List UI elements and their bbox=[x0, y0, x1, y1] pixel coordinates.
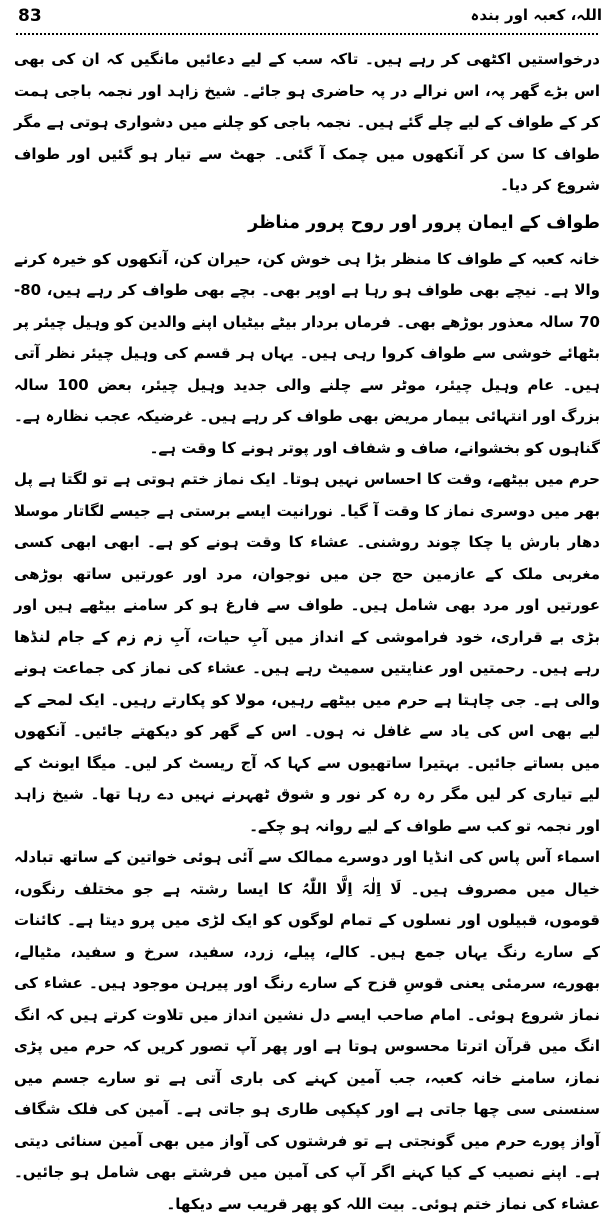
page-header bbox=[10, 4, 604, 34]
section-heading: طواف کے ایمان پرور اور روح پرور مناظر bbox=[248, 212, 600, 233]
paragraph-intro: درخواستیں اکٹھی کر رہے ہیں۔ تاکہ سب کے لیے دعائیں مانگیں کہ ان کی بھی اس بڑے گھر پہ، اس نرالے در پہ حاضری ہو جائے۔ شیخ زاہد اور نجمہ باجی ہمت کر کے طواف کے لیے چلے گئے ہیں۔ نجمہ باجی کو چلنے میں دشواری ہوتی ہے مگر طواف کا سن کر آنکھوں میں چمک آ گئی۔ جھٹ سے تیار ہو گئیں اور طواف شروع کر دیا۔ bbox=[14, 50, 600, 194]
paragraph-haram-time: حرم میں بیٹھے، وقت کا احساس نہیں ہوتا۔ ایک نماز ختم ہوتی ہے تو لگتا ہے پل بھر میں دوسری نماز کا وقت آ گیا۔ نورانیت ایسے برستی ہے جیسے لگاتار موسلا دھار بارش یا چکا چوند روشنی۔ عشاء کا وقت ہونے کو ہے۔ ابھی ابھی کسی مغربی ملک کے عازمین حج جن میں نوجوان، مرد اور عورتیں ساتھ بوڑھی عورتیں اور مرد بھی شامل ہیں۔ طواف سے فارغ ہو کر سامنے بیٹھے ہیں اور بڑی بے قراری، خود فراموشی کے انداز میں آبِ حیات، آبِ زم زم کے جام لنڈھا رہے ہیں۔ رحمتیں اور عنایتیں سمیٹ رہے ہیں۔ عشاء کی نماز کی جماعت ہونے والی ہے۔ جی چاہتا ہے حرم میں بیٹھے رہیں، مولا کو پکارتے رہیں۔ ایک لمحے کے لیے بھی اس کی یاد سے غافل نہ ہوں۔ اس کے گھر کو دیکھتے جائیں۔ آنکھوں میں بساتے جائیں۔ بہتیرا ساتھیوں سے کہا کہ آج ریسٹ کر لیں۔ میگا ایونٹ کے لیے تیاری کر لیں مگر رہ رہ کر نور و شوق ٹھہرنے نہیں دے رہا تھا۔ شیخ زاہد اور نجمہ تو کب سے طواف کے لیے روانہ ہو چکے۔ bbox=[14, 470, 600, 835]
arabic-kalima: لَا اِلٰہَ اِلَّا اللّٰہُ bbox=[301, 879, 402, 898]
paragraph-tawaf-scene: خانہ کعبہ کے طواف کا منظر بڑا ہی خوش کن، حیران کن، آنکھوں کو خیرہ کرنے والا ہے۔ نیچے بھی طواف ہو رہا ہے اوپر بھی۔ بچے بھی طواف کر رہے ہیں، 80-70 سالہ معذور بوڑھے بھی۔ فرماں بردار بیٹے بیٹیاں اپنے والدین کو وہیل چیئر پر بٹھائے خوشی سے طواف کروا رہی ہیں۔ یہاں ہر قسم کی وہیل چیئر نظر آتی ہیں۔ عام وہیل چیئر، موٹر سے چلنے والی جدید وہیل چیئر، بعض 100 سالہ بزرگ اور انتہائی بیمار مریض بھی طواف کر رہے ہیں۔ غرضیکہ عجب نظارہ ہے۔ گناہوں کو بخشوانے، صاف و شفاف اور پوتر ہونے کا وقت ہے۔ bbox=[14, 249, 600, 457]
paragraph-colors-text: کا ایسا رشتہ ہے جو مختلف رنگوں، قوموں، قبیلوں اور نسلوں کے تمام لوگوں کو ایک لڑی میں پرو دیتا ہے۔ کائنات کے سارے رنگ یہاں جمع ہیں۔ کالے، پیلے، زرد، سفید، سرخ و سفید، مٹیالے، بھورے، سرمئی یعنی قوسِ قزح کے سارے رنگ اور پیرہن موجود ہیں۔ عشاء کی نماز شروع ہوئی۔ امام صاحب ایسے دل نشین انداز میں تلاوت کرتے ہیں کہ انگ انگ میں قرآن اترتا محسوس ہوتا ہے اور پھر آپ تصور کریں کہ حرم میں پڑی نماز، سامنے خانہ کعبہ، جب آمین کہنے کی باری آتی ہے تو سارے جسم میں سنسنی سی چھا جاتی ہے اور کپکپی طاری ہو جاتی ہے۔ آمین کی فلک شگاف آواز پورے حرم میں گونجتی ہے تو فرشتوں کی آواز میں بھی آمین سنائی دیتی ہے۔ اپنے نصیب کے کیا کہنے اگر آپ کی آمین میں فرشتے بھی شامل ہو جائیں۔ عشاء کی نماز ختم ہوئی۔ بیت اللہ کو پھر قریب سے دیکھا۔ bbox=[14, 879, 600, 1213]
running-title: اللہ، کعبہ اور بندہ bbox=[470, 6, 602, 24]
paragraph-asma-text: اسماء آس پاس کی انڈیا اور دوسرے ممالک سے آئی ہوئی خواتین کے ساتھ تبادلہ خیال میں مصروف ہیں۔ bbox=[14, 848, 600, 898]
paragraph-colors-prayer bbox=[14, 842, 600, 1220]
header-divider bbox=[16, 33, 598, 35]
page-body bbox=[14, 44, 600, 1213]
page-number: 83 bbox=[18, 6, 42, 26]
